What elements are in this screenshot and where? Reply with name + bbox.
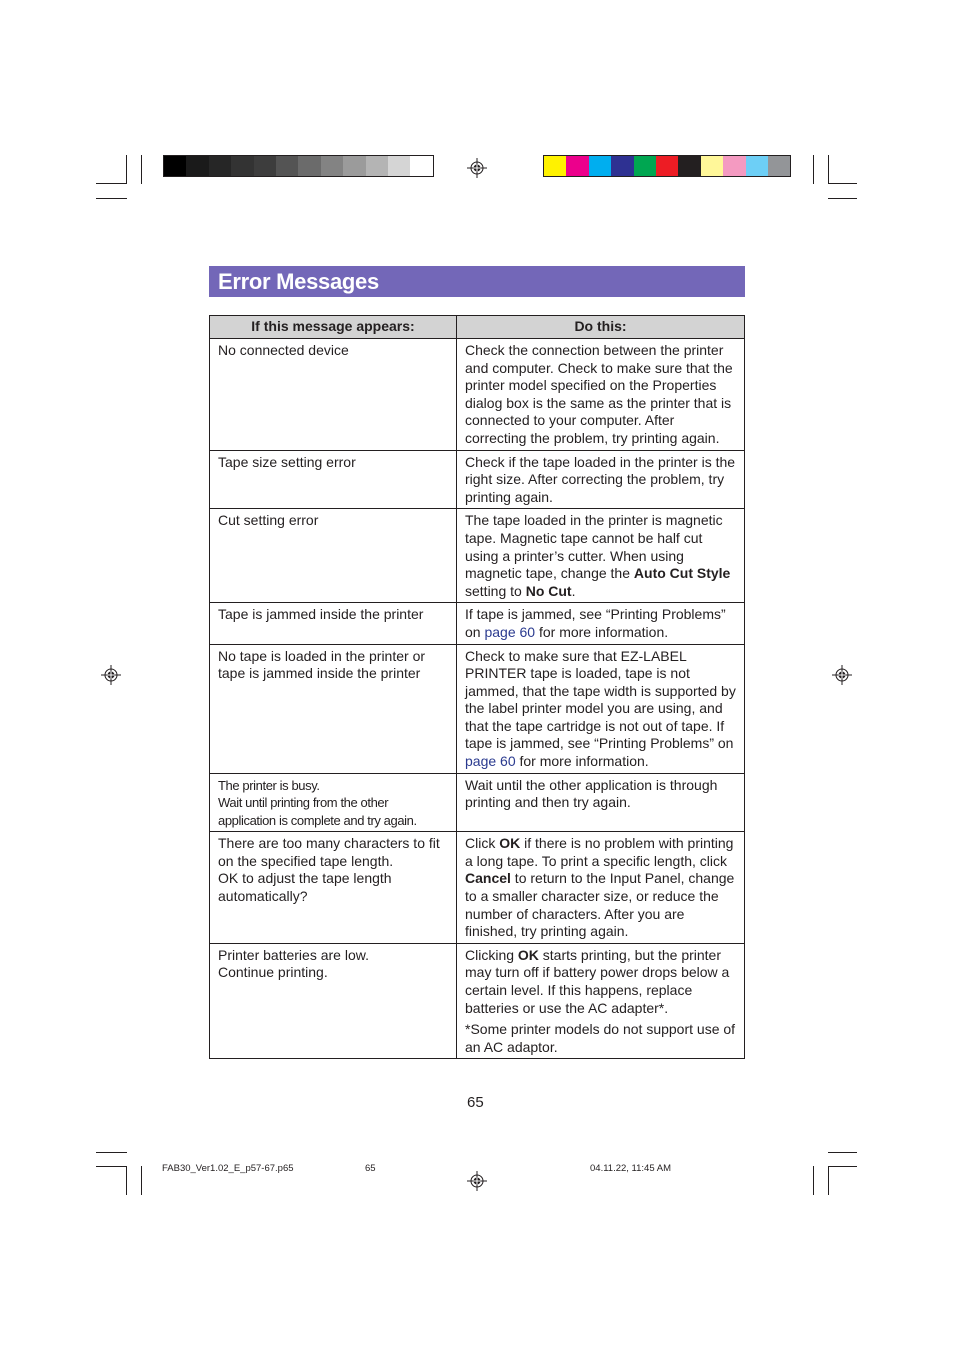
message-cell: Cut setting error bbox=[210, 509, 457, 603]
crop-mark bbox=[813, 1166, 814, 1195]
action-text: Click bbox=[465, 835, 500, 852]
message-line: OK to adjust the tape length automatically? bbox=[218, 870, 392, 904]
color-calibration-bar bbox=[543, 155, 791, 177]
message-line: Wait until printing from the other application is complete and try again. bbox=[218, 795, 417, 828]
footnote: *Some printer models do not support use of an AC adaptor. bbox=[465, 1021, 736, 1055]
action-cell bbox=[457, 603, 745, 644]
message-cell: Tape size setting error bbox=[210, 450, 457, 509]
column-header-action: Do this: bbox=[457, 316, 745, 339]
gray-swatch bbox=[321, 156, 343, 176]
crop-mark bbox=[828, 1152, 857, 1153]
crop-mark bbox=[828, 183, 857, 184]
color-swatch bbox=[611, 156, 633, 176]
action-text: The tape loaded in the printer is magnetic tape. Magnetic tape cannot be half cut using a printer’s cutter. When using magnetic tape, change the bbox=[465, 512, 723, 582]
button-name: OK bbox=[499, 835, 521, 852]
gray-swatch bbox=[388, 156, 410, 176]
action-text: to return to the Input Panel, change to a smaller character size, or reduce the number of characters. After you are finished, try printing again. bbox=[465, 870, 735, 940]
message-line: There are too many characters to fit on the specified tape length. bbox=[218, 835, 440, 869]
crop-mark bbox=[813, 155, 814, 184]
gray-swatch bbox=[343, 156, 365, 176]
color-swatch bbox=[634, 156, 656, 176]
action-text: Check to make sure that EZ-LABEL PRINTER tape is loaded, tape is not jammed, that the tape width is supported by the label printer model you are using, and that the tape cartridge is not out of tape. If tape is jammed, see “Printing Problems” on bbox=[465, 647, 736, 752]
action-text: . bbox=[571, 582, 576, 599]
page-link[interactable]: page 60 bbox=[465, 753, 516, 770]
color-swatch bbox=[746, 156, 768, 176]
gray-swatch bbox=[366, 156, 388, 176]
crop-mark bbox=[828, 155, 829, 184]
action-cell bbox=[457, 644, 745, 773]
gray-swatch bbox=[410, 156, 432, 176]
action-cell: Check the connection between the printer and computer. Check to make sure that the printer model specified on the Properties dialog box is the same as the printer that is connected to your computer. After correcting the problem, try printing again. bbox=[457, 339, 745, 451]
table-row bbox=[210, 943, 745, 1059]
table-row bbox=[210, 509, 745, 603]
action-text: if there is no problem with printing a long tape. To print a specific length, click bbox=[465, 835, 734, 869]
gray-swatch bbox=[231, 156, 253, 176]
color-swatch bbox=[656, 156, 678, 176]
crop-mark bbox=[141, 155, 142, 184]
message-cell bbox=[210, 773, 457, 832]
message-cell: Tape is jammed inside the printer bbox=[210, 603, 457, 644]
section-title-bar bbox=[209, 266, 745, 297]
action-text: for more information. bbox=[515, 753, 649, 770]
registration-mark-icon bbox=[467, 1171, 487, 1191]
color-swatch bbox=[768, 156, 790, 176]
action-cell: Check if the tape loaded in the printer is the right size. After correcting the problem, try printing again. bbox=[457, 450, 745, 509]
gray-swatch bbox=[276, 156, 298, 176]
setting-value: No Cut bbox=[525, 582, 572, 599]
action-text: starts printing, but the printer may turn off if battery power drops below a certain level. If this happens, replace batteries or use the AC adapter*. bbox=[465, 946, 730, 1016]
message-cell: No connected device bbox=[210, 339, 457, 451]
message-line: Printer batteries are low. bbox=[218, 946, 369, 963]
button-name: OK bbox=[517, 946, 539, 963]
action-text: Clicking bbox=[465, 946, 518, 963]
page-number: 65 bbox=[467, 1094, 484, 1111]
message-line: Continue printing. bbox=[218, 964, 328, 981]
color-swatch bbox=[589, 156, 611, 176]
color-swatch bbox=[566, 156, 588, 176]
page-title: Error Messages bbox=[218, 269, 379, 294]
table-row bbox=[210, 603, 745, 644]
action-text: setting to bbox=[465, 582, 526, 599]
message-cell bbox=[210, 832, 457, 944]
table-header-row bbox=[210, 316, 745, 339]
color-swatch bbox=[701, 156, 723, 176]
column-header-message: If this message appears: bbox=[210, 316, 457, 339]
crop-mark bbox=[96, 183, 127, 184]
crop-mark bbox=[141, 1166, 142, 1195]
footer-datetime: 04.11.22, 11:45 AM bbox=[590, 1163, 671, 1174]
table-row bbox=[210, 832, 745, 944]
registration-mark-icon bbox=[832, 665, 852, 685]
action-cell bbox=[457, 509, 745, 603]
color-swatch bbox=[678, 156, 700, 176]
crop-mark bbox=[96, 1152, 127, 1153]
color-swatch bbox=[544, 156, 566, 176]
action-text: If tape is jammed, see “Printing Problems” on bbox=[465, 606, 726, 640]
crop-mark bbox=[828, 1166, 857, 1167]
footer-page: 65 bbox=[365, 1163, 376, 1174]
setting-name: Auto Cut Style bbox=[633, 565, 731, 582]
gray-swatch bbox=[298, 156, 320, 176]
crop-mark bbox=[96, 198, 127, 199]
action-cell: Wait until the other application is through printing and then try again. bbox=[457, 773, 745, 832]
gray-swatch bbox=[186, 156, 208, 176]
gray-swatch bbox=[164, 156, 186, 176]
footer-filename: FAB30_Ver1.02_E_p57-67.p65 bbox=[162, 1163, 294, 1174]
color-swatch bbox=[723, 156, 745, 176]
crop-mark bbox=[126, 1166, 127, 1195]
error-messages-table bbox=[209, 315, 745, 1059]
crop-mark bbox=[828, 198, 857, 199]
action-cell bbox=[457, 832, 745, 944]
message-cell bbox=[210, 943, 457, 1059]
action-cell bbox=[457, 943, 745, 1059]
grayscale-calibration-bar bbox=[163, 155, 434, 177]
message-line: The printer is busy. bbox=[218, 777, 320, 793]
action-text: for more information. bbox=[535, 623, 669, 640]
gray-swatch bbox=[209, 156, 231, 176]
message-cell: No tape is loaded in the printer or tape is jammed inside the printer bbox=[210, 644, 457, 773]
crop-mark bbox=[828, 1166, 829, 1195]
button-name: Cancel bbox=[465, 870, 511, 887]
page-link[interactable]: page 60 bbox=[484, 623, 536, 640]
crop-mark bbox=[96, 1166, 127, 1167]
table-row bbox=[210, 773, 745, 832]
registration-mark-icon bbox=[467, 158, 487, 178]
gray-swatch bbox=[254, 156, 276, 176]
table-row bbox=[210, 339, 745, 451]
table-row bbox=[210, 450, 745, 509]
crop-mark bbox=[126, 155, 127, 184]
registration-mark-icon bbox=[101, 665, 121, 685]
table-row bbox=[210, 644, 745, 773]
